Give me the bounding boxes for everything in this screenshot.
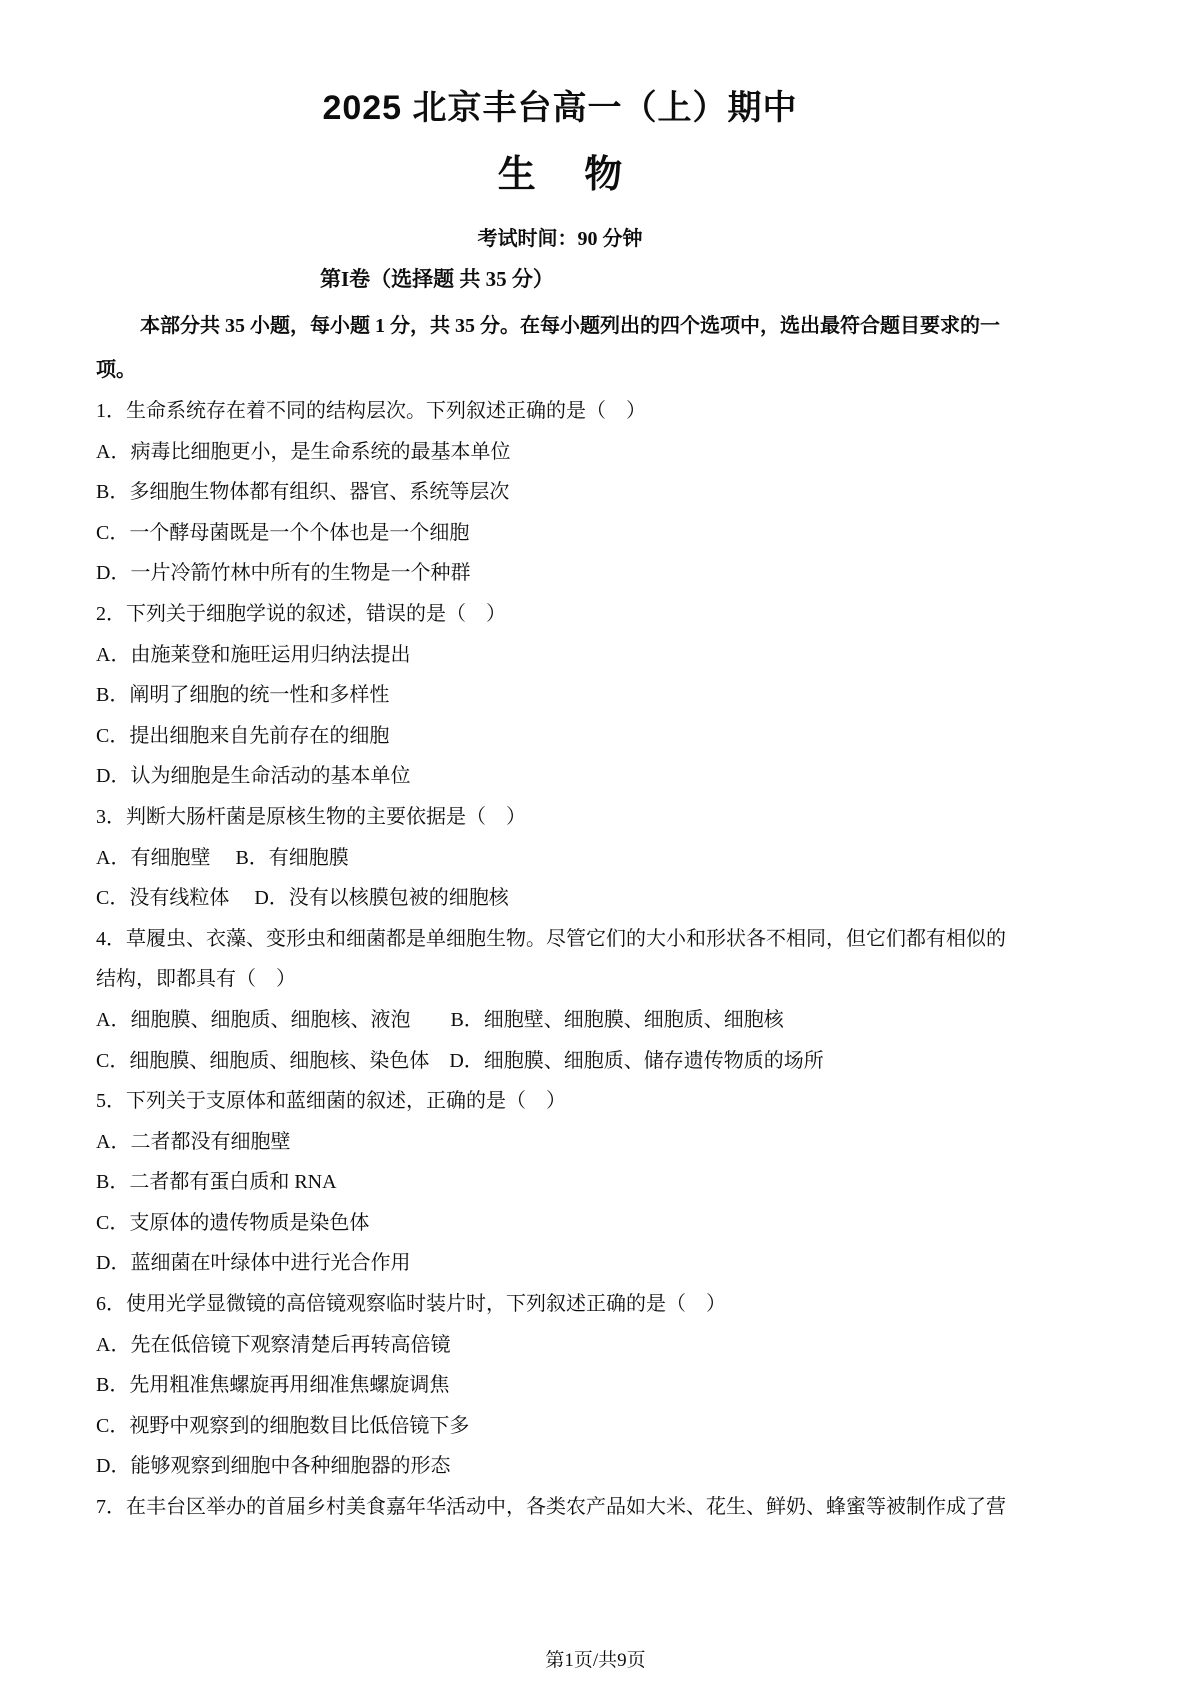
q1-option-b: B．多细胞生物体都有组织、器官、系统等层次 bbox=[96, 481, 510, 504]
q2-option-c: C．提出细胞来自先前存在的细胞 bbox=[96, 724, 390, 747]
q1-option-d: D．一片冷箭竹林中所有的生物是一个种群 bbox=[96, 562, 471, 585]
q4-options-ab: A．细胞膜、细胞质、细胞核、液泡 B．细胞壁、细胞膜、细胞质、细胞核 bbox=[96, 1008, 784, 1031]
section-1-heading: 第I卷（选择题 共 35 分） bbox=[320, 267, 554, 291]
q3-options-ab: A．有细胞壁 B．有细胞膜 bbox=[96, 846, 349, 869]
q6-stem: 6．使用光学显微镜的高倍镜观察临时装片时，下列叙述正确的是（ ） bbox=[96, 1293, 726, 1316]
q2-option-a: A．由施莱登和施旺运用归纳法提出 bbox=[96, 643, 411, 666]
q1-option-c: C．一个酵母菌既是一个个体也是一个细胞 bbox=[96, 521, 470, 544]
q5-stem: 5．下列关于支原体和蓝细菌的叙述，正确的是（ ） bbox=[96, 1090, 566, 1113]
instructions-line-2: 项。 bbox=[96, 359, 136, 381]
q6-option-b: B．先用粗准焦螺旋再用细准焦螺旋调焦 bbox=[96, 1374, 450, 1397]
q5-option-b: B．二者都有蛋白质和 RNA bbox=[96, 1171, 337, 1194]
q6-option-c: C．视野中观察到的细胞数目比低倍镜下多 bbox=[96, 1414, 470, 1437]
q4-stem-line-2: 结构，即都具有（ ） bbox=[96, 968, 296, 991]
q7-stem-line-1: 7．在丰台区举办的首届乡村美食嘉年华活动中，各类农产品如大米、花生、鲜奶、蜂蜜等被制作成了营 bbox=[96, 1496, 1006, 1519]
q5-option-a: A．二者都没有细胞壁 bbox=[96, 1130, 291, 1153]
q2-stem: 2．下列关于细胞学说的叙述，错误的是（ ） bbox=[96, 602, 506, 625]
document-title: 2025 北京丰台高一（上）期中 bbox=[322, 89, 798, 127]
q5-option-c: C．支原体的遗传物质是染色体 bbox=[96, 1211, 370, 1234]
q3-options-cd: C．没有线粒体 D．没有以核膜包被的细胞核 bbox=[96, 887, 509, 910]
q3-stem: 3．判断大肠杆菌是原核生物的主要依据是（ ） bbox=[96, 805, 526, 828]
q5-option-d: D．蓝细菌在叶绿体中进行光合作用 bbox=[96, 1252, 411, 1275]
q4-stem-line-1: 4．草履虫、衣藻、变形虫和细菌都是单细胞生物。尽管它们的大小和形状各不相同，但它们都有相似的 bbox=[96, 927, 1006, 950]
q6-option-d: D．能够观察到细胞中各种细胞器的形态 bbox=[96, 1455, 451, 1478]
q1-stem: 1．生命系统存在着不同的结构层次。下列叙述正确的是（ ） bbox=[96, 400, 646, 422]
page-number: 第1页/共9页 bbox=[545, 1650, 646, 1671]
exam-duration-label: 考试时间：90 分钟 bbox=[477, 228, 643, 250]
questions-area bbox=[96, 391, 1106, 1528]
q1-option-a: A．病毒比细胞更小，是生命系统的最基本单位 bbox=[96, 440, 511, 463]
q2-option-b: B．阐明了细胞的统一性和多样性 bbox=[96, 684, 390, 707]
q4-options-cd: C．细胞膜、细胞质、细胞核、染色体 D．细胞膜、细胞质、储存遗传物质的场所 bbox=[96, 1049, 824, 1072]
subject-title: 生 物 bbox=[497, 154, 623, 196]
instructions-line-1: 本部分共 35 小题，每小题 1 分，共 35 分。在每小题列出的四个选项中，选出最符合题目要求的一 bbox=[140, 315, 1000, 337]
q2-option-d: D．认为细胞是生命活动的基本单位 bbox=[96, 765, 411, 788]
q6-option-a: A．先在低倍镜下观察清楚后再转高倍镜 bbox=[96, 1333, 451, 1356]
